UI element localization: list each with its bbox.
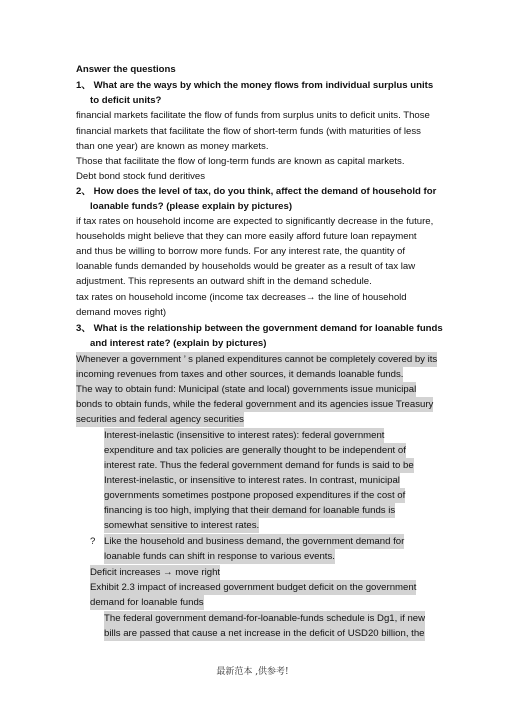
- answer-1-line: Those that facilitate the flow of long-term funds are known as capital markets.: [76, 156, 405, 167]
- answer-1-terms: Debt bond stock fund deritives: [76, 171, 206, 182]
- answer-3-indent-line: interest rate. Thus the federal government demand for funds is said to be: [104, 460, 414, 471]
- page-footer: 最新范本 ,供参考!: [216, 667, 289, 677]
- answer-2-line: and thus be willing to borrow more funds. For any interest rate, the quantity of: [76, 246, 406, 257]
- question-3-line-1: 3、 What is the relationship between the government demand for loanable funds: [76, 323, 443, 334]
- answer-2-line: adjustment. This represents an outward shift in the demand schedule.: [76, 276, 372, 287]
- document-title: Answer the questions: [76, 64, 176, 75]
- bullet-line-1: Like the household and business demand, the government demand for: [104, 536, 405, 547]
- answer-3-indent-line: Interest-inelastic, or insensitive to interest rates. In contrast, municipal: [104, 475, 400, 486]
- final-line: bills are passed that cause a net increase in the deficit of USD20 billion, the: [104, 628, 425, 639]
- answer-3-indent-line: expenditure and tax policies are generally thought to be independent of: [104, 445, 406, 456]
- answer-1-line: financial markets facilitate the flow of funds from surplus units to deficit units. Those: [76, 110, 430, 121]
- final-line: The federal government demand-for-loanable-funds schedule is Dg1, if new: [104, 613, 426, 624]
- bullet-marker: ?: [90, 536, 96, 547]
- deficit-line: Deficit increases → move right: [90, 567, 221, 578]
- answer-3-line: The way to obtain fund: Municipal (state and local) governments issue municipal: [76, 384, 417, 395]
- answer-3-line: incoming revenues from taxes and other sources, it demands loanable funds.: [76, 369, 404, 380]
- question-2-line-2: loanable funds? (please explain by pictures): [90, 201, 293, 212]
- answer-2-line: if tax rates on household income are expected to significantly decrease in the future,: [76, 216, 434, 227]
- answer-3-indent-line: Interest-inelastic (insensitive to interest rates): federal government: [104, 430, 385, 441]
- answer-2-line: demand moves right): [76, 307, 167, 318]
- exhibit-line-1: Exhibit 2.3 impact of increased government budget deficit on the government: [90, 582, 417, 593]
- question-3-line-2: and interest rate? (explain by pictures): [90, 338, 267, 349]
- question-1-line-2: to deficit units?: [90, 95, 162, 106]
- answer-3-indent-line: governments sometimes postpone proposed expenditures if the cost of: [104, 490, 406, 501]
- answer-2-line: loanable funds demanded by households would be greater as a result of tax law: [76, 261, 416, 272]
- answer-3-indent-line: somewhat sensitive to interest rates.: [104, 520, 260, 531]
- answer-2-line: households might believe that they can more easily afford future loan repayment: [76, 231, 417, 242]
- question-2-line-1: 2、 How does the level of tax, do you think, affect the demand of household for: [76, 186, 437, 197]
- answer-3-line: bonds to obtain funds, while the federal government and its agencies issue Treasury: [76, 399, 434, 410]
- answer-1-line: than one year) are known as money markets.: [76, 141, 269, 152]
- answer-3-line: Whenever a government ’ s planed expenditures cannot be completely covered by its: [76, 354, 438, 365]
- answer-3-line: securities and federal agency securities: [76, 414, 244, 425]
- answer-3-indent-line: financing is too high, implying that their demand for loanable funds is: [104, 505, 396, 516]
- question-1-line-1: 1、 What are the ways by which the money flows from individual surplus units: [76, 80, 434, 91]
- answer-2-line: tax rates on household income (income tax decreases→ the line of household: [76, 292, 407, 303]
- bullet-line-2: loanable funds can shift in response to various events.: [104, 551, 335, 562]
- exhibit-line-2: demand for loanable funds: [90, 597, 204, 608]
- answer-1-line: financial markets that facilitate the flow of short-term funds (with maturities of less: [76, 126, 421, 137]
